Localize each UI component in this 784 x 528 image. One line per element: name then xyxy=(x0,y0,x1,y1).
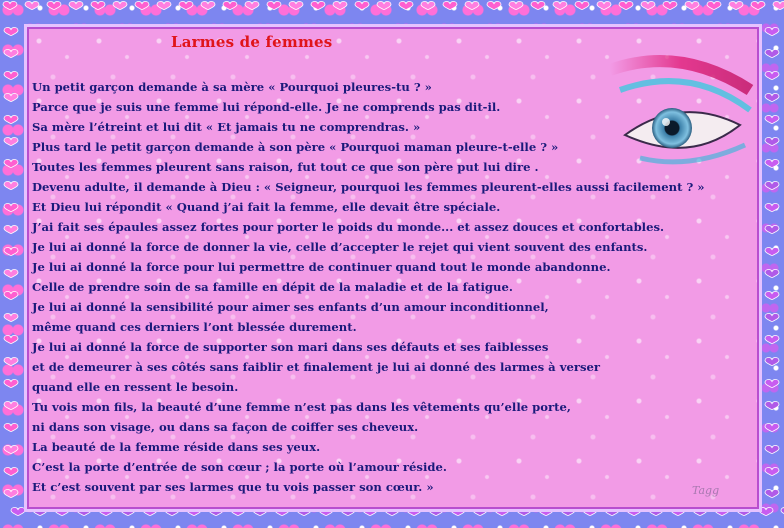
poem-line: Je lui ai donné la sensibilité pour aimer ses enfants d’un amour inconditionnel, xyxy=(32,300,549,314)
poem-line: J’ai fait ses épaules assez fortes pour porter le poids du monde... et assez douces et confortables. xyxy=(32,220,665,234)
poem-line: Et Dieu lui répondit « Quand j’ai fait la femme, elle devait être spéciale. xyxy=(32,200,501,214)
poem-line: Je lui ai donné la force pour lui permettre de continuer quand tout le monde abandonne. xyxy=(32,260,611,274)
poem-line: ni dans son visage, ou dans sa façon de coiffer ses cheveux. xyxy=(32,420,419,434)
poem-line: Celle de prendre soin de sa famille en dépit de la maladie et de la fatigue. xyxy=(32,280,513,294)
poem-line: quand elle en ressent le besoin. xyxy=(32,380,239,394)
poem-line: et de demeurer à ses côtés sans faiblir et finalement je lui ai donné des larmes à verser xyxy=(32,360,600,374)
poem-line: Je lui ai donné la force de donner la vie, celle d’accepter le rejet qui vient souvent des enfants. xyxy=(32,240,648,254)
poem-line: Tu vois mon fils, la beauté d’une femme n’est pas dans les vêtements qu’elle porte, xyxy=(32,400,571,414)
poem-line: même quand ces derniers l’ont blessée durement. xyxy=(32,320,357,334)
poem-line: Un petit garçon demande à sa mère « Pourquoi pleures-tu ? » xyxy=(32,80,432,94)
poem-line: Et c’est souvent par ses larmes que tu vois passer son cœur. » xyxy=(32,480,434,494)
poem-text xyxy=(32,77,752,497)
poem-line: C’est la porte d’entrée de son cœur ; la porte où l’amour réside. xyxy=(32,460,447,474)
signature: Tagg xyxy=(692,484,720,497)
poem-line: Parce que je suis une femme lui répond-elle. Je ne comprends pas dit-il. xyxy=(32,100,501,114)
poem-line: La beauté de la femme réside dans ses yeux. xyxy=(32,440,321,454)
poem-line: Sa mère l’étreint et lui dit « Et jamais tu ne comprendras. » xyxy=(32,120,421,134)
poem-line: Plus tard le petit garçon demande à son père « Pourquoi maman pleure-t-elle ? » xyxy=(32,140,559,154)
poem-line: Devenu adulte, il demande à Dieu : « Seigneur, pourquoi les femmes pleurent-elles aussi facilement ? » xyxy=(32,180,705,194)
poem-title: Larmes de femmes xyxy=(171,33,333,51)
poem-line: Toutes les femmes pleurent sans raison, fut tout ce que son père put lui dire . xyxy=(32,160,539,174)
poem-line: Je lui ai donné la force de supporter son mari dans ses défauts et ses faiblesses xyxy=(32,340,549,354)
